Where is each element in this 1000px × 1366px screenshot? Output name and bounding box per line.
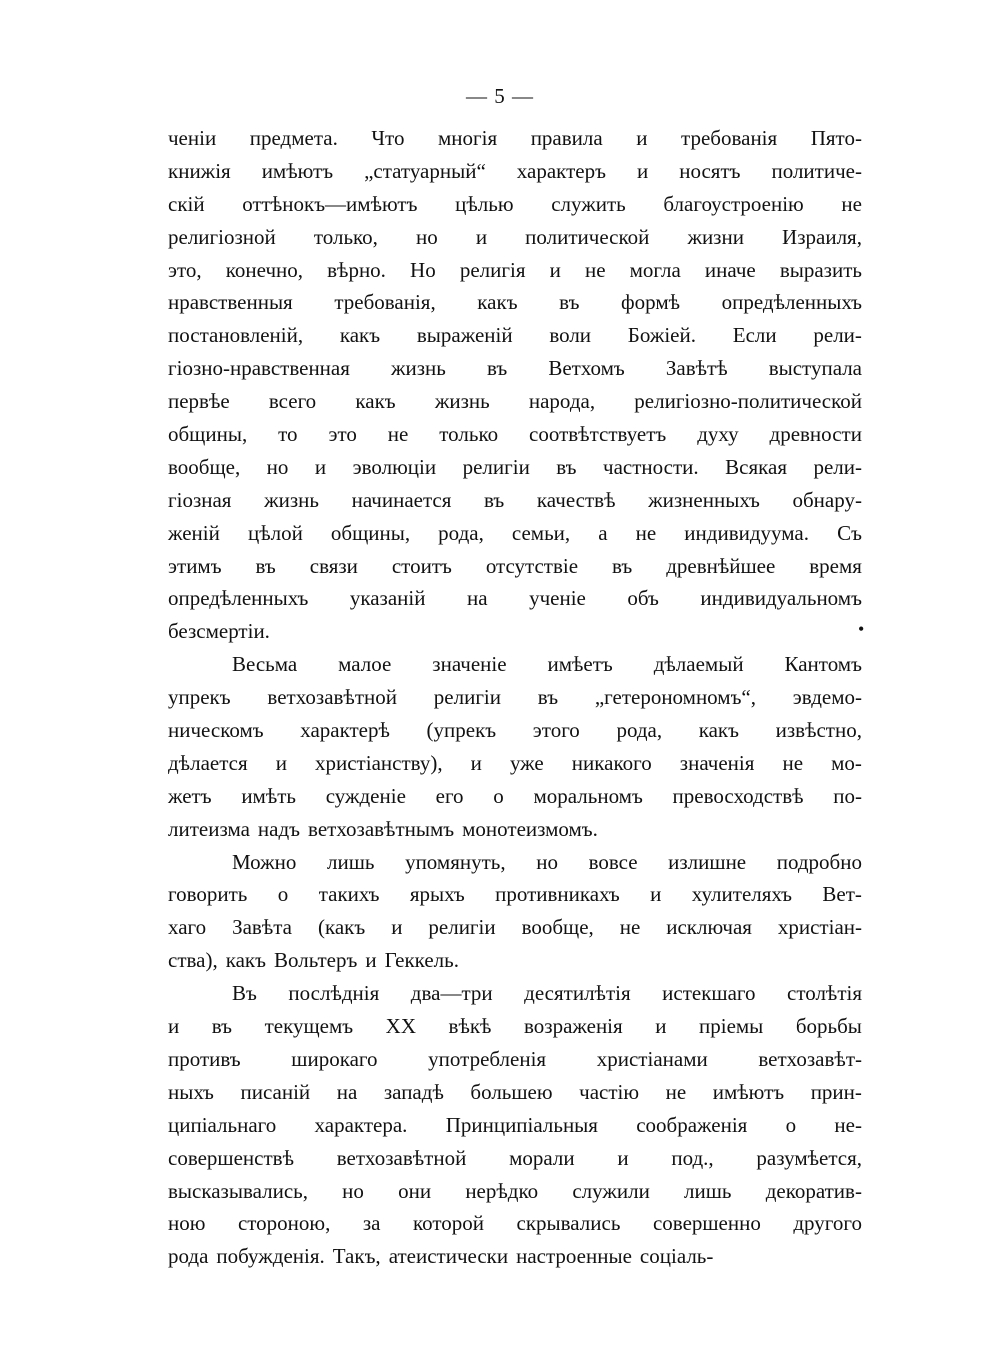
text-line: вообще, но и эволюціи религіи въ частности. Всякая рели- (168, 454, 862, 479)
text-line: книжія имѣютъ „статуарный“ характеръ и носятъ политиче- (168, 158, 862, 183)
text-line: это, конечно, вѣрно. Но религія и не могла иначе выразить (168, 257, 862, 282)
text-line: совершенствѣ ветхозавѣтной морали и под., разумѣется, (168, 1145, 862, 1170)
text-line: первѣе всего какъ жизнь народа, религіозно-политической (168, 389, 862, 414)
text-line: скій оттѣнокъ—имѣютъ цѣлью служить благоустроенію не (168, 191, 862, 216)
text-line: Можно лишь упомянуть, но вовсе излишне подробно (232, 849, 862, 874)
text-line: противъ широкаго употребленія христіанами ветхозавѣт- (168, 1046, 862, 1071)
text-line: высказывались, но они нерѣдко служили лишь декоратив- (168, 1178, 862, 1203)
text-line: нравственныя требованія, какъ въ формѣ опредѣленныхъ (168, 290, 862, 315)
text-line: гіозно-нравственная жизнь въ Ветхомъ Завѣтѣ выступала (168, 356, 862, 381)
text-line: ническомъ характерѣ (упрекъ этого рода, какъ извѣстно, (168, 718, 862, 743)
text-line: общины, то это не только соотвѣтствуетъ духу древности (168, 422, 862, 447)
text-line: гіозная жизнь начинается въ качествѣ жизненныхъ обнару- (168, 487, 862, 512)
page-number: — 5 — (466, 84, 534, 108)
text-line: литеизма надъ ветхозавѣтнымъ монотеизмомъ. (168, 816, 598, 841)
body-text (168, 122, 865, 1273)
text-line: ства), какъ Вольтеръ и Геккель. (168, 948, 459, 973)
margin-dot-mark: • (858, 619, 865, 639)
text-line: ченіи предмета. Что многія правила и требованія Пято- (168, 126, 862, 150)
text-line: дѣлается и христіанству), и уже никакого значенія не мо- (168, 750, 862, 775)
text-line: религіозной только, но и политической жизни Израиля, (168, 224, 862, 249)
text-line: и въ текущемъ XX вѣкѣ возраженія и пріемы борьбы (168, 1014, 862, 1039)
text-line: рода побужденія. Такъ, атеистически настроенные соціаль- (168, 1244, 714, 1269)
text-line: женій цѣлой общины, рода, семьи, а не индивидуума. Съ (168, 520, 862, 545)
text-line: упрекъ ветхозавѣтной религіи въ „гетерономномъ“, эвдемо- (168, 685, 862, 710)
text-line: ципіальнаго характера. Принципіальныя соображенія о не- (168, 1112, 862, 1137)
text-line: ныхъ писаній на западѣ большею частію не имѣютъ прин- (168, 1079, 862, 1104)
text-line: хаго Завѣта (какъ и религіи вообще, не исключая христіан- (168, 915, 862, 940)
text-line: говорить о такихъ ярыхъ противникахъ и хулителяхъ Вет- (168, 882, 862, 907)
text-line: ною стороною, за которой скрывались совершенно другого (168, 1211, 862, 1236)
text-line: Весьма малое значеніе имѣетъ дѣлаемый Кантомъ (232, 652, 862, 677)
text-line: этимъ въ связи стоитъ отсутствіе въ древнѣйшее время (168, 553, 862, 578)
text-line: опредѣленныхъ указаній на ученіе объ индивидуальномъ (168, 586, 862, 611)
text-line: Въ послѣднія два—три десятилѣтія истекшаго столѣтія (232, 981, 862, 1006)
text-line: жетъ имѣть сужденіе его о моральномъ превосходствѣ по- (168, 783, 862, 808)
text-line: постановленій, какъ выраженій воли Божіей. Если рели- (168, 323, 862, 348)
text-line: безсмертіи. (168, 619, 270, 644)
